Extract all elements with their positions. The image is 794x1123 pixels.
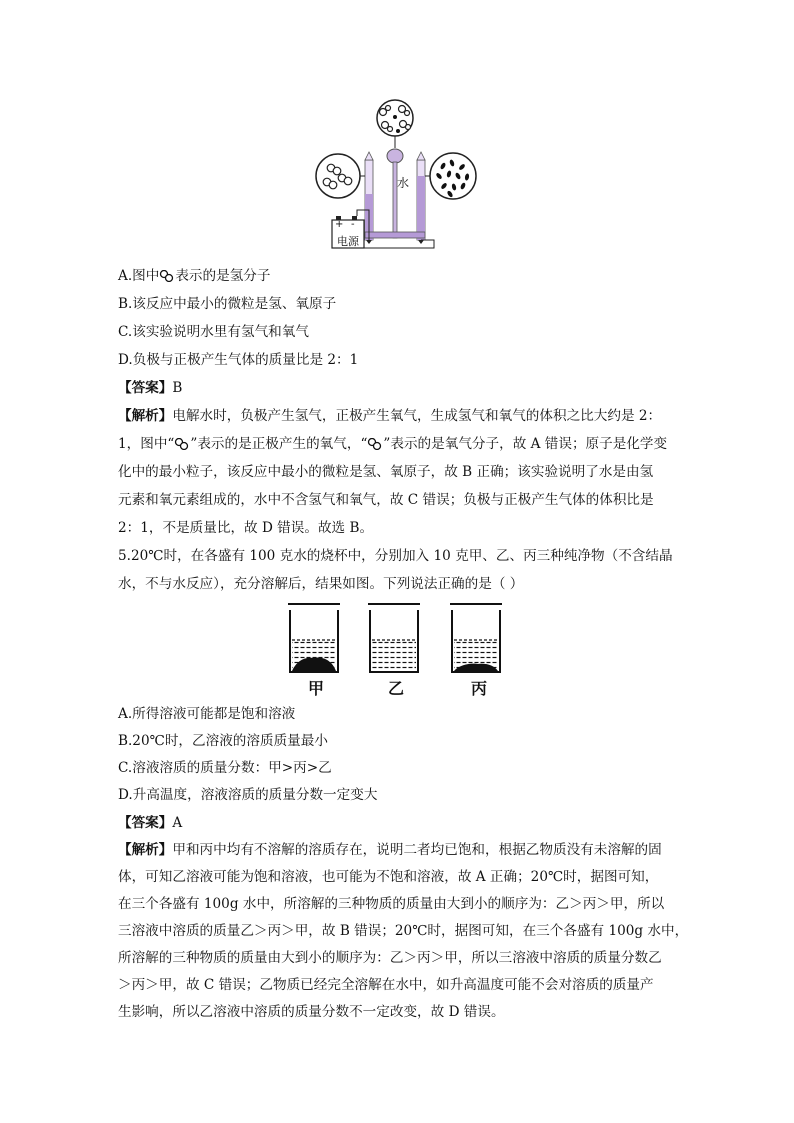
q5-analysis-line-1 <box>118 840 662 860</box>
beaker-yi <box>368 604 420 672</box>
q4-analysis-text-2a: 1，图中“ <box>118 436 175 452</box>
q4-answer-value: B <box>172 380 183 396</box>
q4-analysis-text-2b: ”表示的是正极产生的氧气，“ <box>190 436 368 452</box>
battery-plus: + <box>335 219 344 230</box>
q5-option-a: A.所得溶液可能都是饱和溶液 <box>118 706 296 722</box>
beaker-label-bing: 丙 <box>471 679 488 698</box>
q4-analysis-tag: 【解析】 <box>118 408 173 424</box>
q5-analysis-line-2: 体，可知乙溶液可能为饱和溶液，也可能为不饱和溶液，故 A 正确；20℃时，据图可知， <box>118 869 659 885</box>
q4-option-a-prefix: A.图中 <box>118 268 160 284</box>
q5-analysis-text-1: 甲和丙中均有不溶解的溶质存在，说明二者均已饱和，根据乙物质没有未溶解的固 <box>172 842 662 858</box>
q4-analysis-line-3: 化中的最小粒子，该反应中最小的微粒是氢、氧原子，故 B 正确；该实验说明了水是由氢 <box>118 464 654 480</box>
q5-answer <box>118 813 182 833</box>
q5-stem-line-2: 水，不与水反应），充分溶解后，结果如图。下列说法正确的是（ ） <box>118 576 524 592</box>
q4-analysis-text-1: 电解水时，负极产生氢气，正极产生氧气，生成氢气和氧气的体积之比大约是 2： <box>172 408 662 424</box>
beaker-label-jia: 甲 <box>308 679 325 698</box>
q5-analysis-line-7: 生影响，所以乙溶液中溶质的质量分数不一定改变，故 D 错误。 <box>118 1004 505 1020</box>
beaker-bing <box>450 604 502 672</box>
q5-analysis-line-3: 在三个各盛有 100g 水中，所溶解的三种物质的质量由大到小的顺序为：乙＞丙＞甲，所以 <box>118 896 665 912</box>
q4-analysis-line-4: 元素和氧元素组成的，水中不含氢气和氧气，故 C 错误；负极与正极产生气体的体积比是 <box>118 492 654 508</box>
beakers-figure <box>282 600 512 680</box>
q4-option-a <box>118 266 270 286</box>
q5-analysis-line-6: ＞丙＞甲，故 C 错误；乙物质已经完全溶解在水中，如升高温度可能不会对溶质的质量产 <box>118 977 654 993</box>
oxygen-molecule-icon <box>367 438 383 450</box>
q4-option-b: B.该反应中最小的微粒是氢、氧原子 <box>118 296 337 312</box>
q4-answer <box>118 378 182 398</box>
oxygen-molecule-icon <box>174 438 190 450</box>
q4-option-d: D.负极与正极产生气体的质量比是 2：1 <box>118 352 359 368</box>
q5-stem-line-1: 5.20℃时，在各盛有 100 克水的烧杯中，分别加入 10 克甲、乙、丙三种纯净物（不含结晶 <box>118 548 673 564</box>
q4-option-a-suffix: 表示的是氢分子 <box>175 268 271 284</box>
battery-minus: - <box>351 219 355 230</box>
oxygen-molecule-icon <box>159 270 175 282</box>
battery-label: 电源 <box>337 235 359 248</box>
q4-analysis-text-2c: ”表示的是氧气分子，故 A 错误；原子是化学变 <box>383 436 668 452</box>
q5-analysis-line-5: 所溶解的三种物质的质量由大到小的顺序为：乙＞丙＞甲，所以三溶液中溶质的质量分数乙 <box>118 950 662 966</box>
q5-answer-value: A <box>172 815 183 831</box>
q5-option-c: C.溶液溶质的质量分数：甲>丙>乙 <box>118 760 332 776</box>
q4-option-c: C.该实验说明水里有氢气和氧气 <box>118 324 309 340</box>
q5-analysis-tag: 【解析】 <box>118 842 173 858</box>
q4-analysis-line-2 <box>118 434 667 454</box>
q5-option-d: D.升高温度，溶液溶质的质量分数一定变大 <box>118 787 378 803</box>
q5-answer-tag: 【答案】 <box>118 815 173 831</box>
q4-answer-tag: 【答案】 <box>118 380 173 396</box>
q5-analysis-line-4: 三溶液中溶质的质量乙＞丙＞甲，故 B 错误；20℃时，据图可知，在三个各盛有 100g 水中， <box>118 923 689 939</box>
water-label: 水 <box>397 176 410 190</box>
q5-option-b: B.20℃时，乙溶液的溶质质量最小 <box>118 733 328 749</box>
beaker-label-yi: 乙 <box>388 679 405 698</box>
beaker-jia <box>288 604 340 672</box>
q4-analysis-line-5: 2：1，不是质量比，故 D 错误。故选 B。 <box>118 520 374 536</box>
q4-analysis-line-1 <box>118 406 661 426</box>
